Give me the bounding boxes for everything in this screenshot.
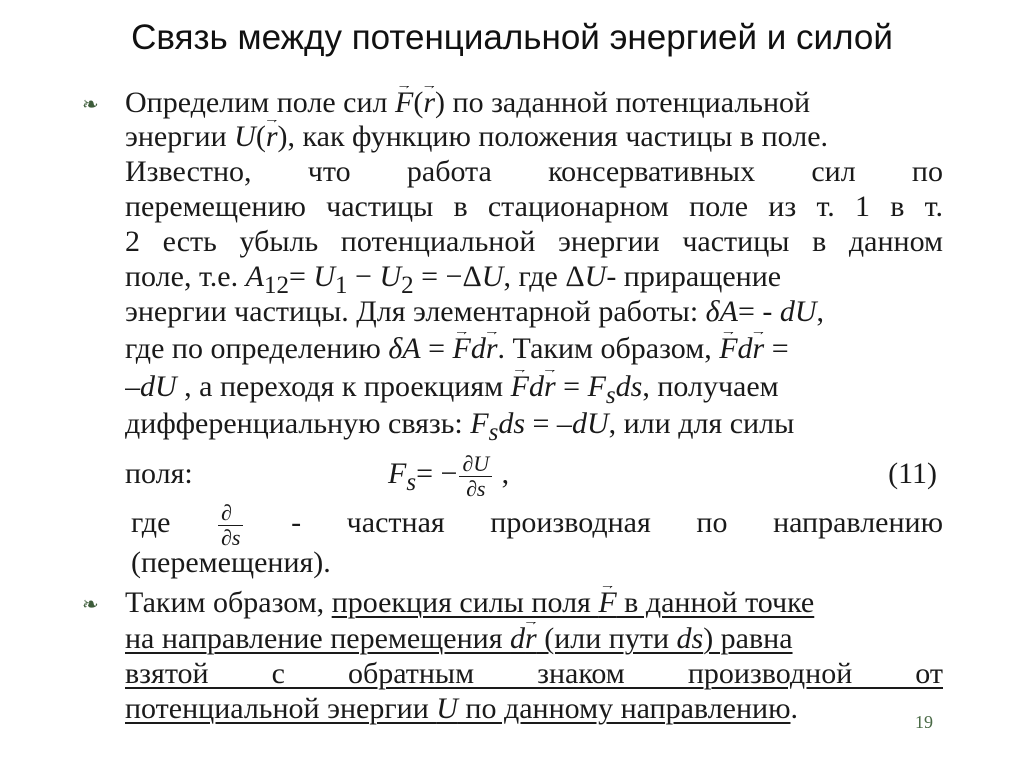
p1-line-7: энергии частицы. Для элементарной работы: δA= - dU, <box>125 295 825 328</box>
partial-fraction: $\frac{\partial U}{\partial s}$ <box>459 452 492 501</box>
equation-number: (11) <box>888 457 937 490</box>
partial-operator-fraction: $\frac{\partial}{\partial s}$ <box>218 501 243 550</box>
p1-line-5: 2 есть убыль потенциальной энергии частицы в данном <box>125 225 943 258</box>
p1-line-3: Известно, что работа консервативных сил по <box>125 155 943 188</box>
formula-11: $F_s=$ − $\frac{\partial U}{\partial s}$ , <box>388 450 510 501</box>
page-number: 19 <box>915 712 933 732</box>
p1-line-12: где $\frac{\partial}{\partial s}$ - частная производная по направлению <box>131 499 943 550</box>
p1-line-1: Определим поле сил F →(r →) по заданной потенциальной <box>125 86 943 120</box>
p1-line-2: энергии U(r →), как функцию положения частицы в поле. <box>125 120 943 154</box>
p1-line-11: поля: $F_s=$ − $\frac{\partial U}{\partial s}$ , (11) <box>125 445 943 503</box>
p2-line-4: потенциальной энергии U по данному направлению. <box>125 692 798 725</box>
fleuron-bullet-icon: ❧ <box>82 92 99 116</box>
fleuron-bullet-icon: ❧ <box>82 592 99 616</box>
p1-line-9: –dU , а переходя к проекциям F →dr → = $F_sds$, получаем <box>125 370 943 404</box>
p2-line-1: Таким образом, проекция силы поля F → в данной точке <box>125 586 943 620</box>
p1-line-13: (перемещения). <box>131 546 331 579</box>
p1-line-6: поле, т.е. $A_{12}= U_1 - U_2 = -\Delta U$, где ΔU- приращение <box>125 260 782 294</box>
p1-line-4: перемещению частицы в стационарном поле из т. 1 в т. <box>125 190 943 223</box>
p2-line-2: на направление перемещения dr → (или пути ds) равна <box>125 622 943 656</box>
p2-line-3: взятой с обратным знаком производной от <box>125 657 943 690</box>
p1-line-8: где по определению δA = F →dr →. Таким образом, F →dr → = <box>125 332 943 366</box>
slide-title: Связь между потенциальной энергией и силой <box>131 18 893 57</box>
p1-line-10: дифференциальную связь: $F_sds = -dU$, или для силы <box>125 407 795 441</box>
